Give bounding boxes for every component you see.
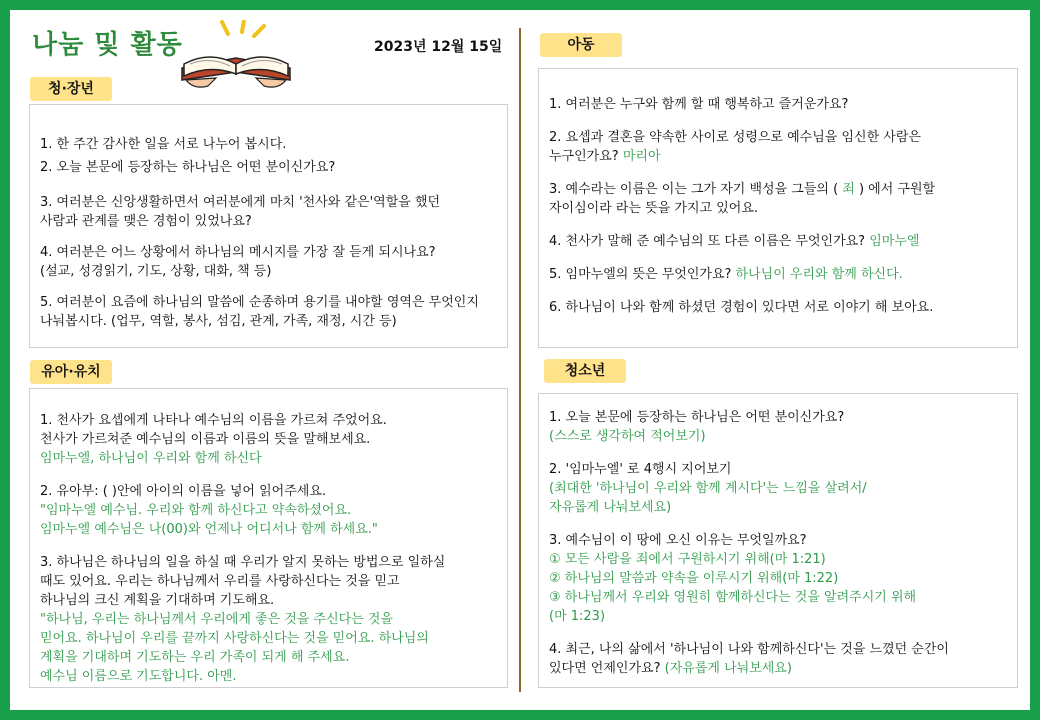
question-text: 4. 천사가 말해 준 예수님의 또 다른 이름은 무엇인가요? [549,234,866,249]
question-item [549,265,1011,284]
question-item: 사람과 관계를 맺은 경험이 있었나요? [40,214,252,229]
column-divider [519,28,521,692]
question-text: 3. 예수라는 이름은 이는 그가 자기 백성을 그들의 ( [549,182,839,197]
question-item: 2. 요셉과 결혼을 약속한 사이로 성령으로 예수님을 임신한 사람은 [549,130,921,145]
answer-text: (마 1:23) [549,609,606,624]
answer-text: 예수님 이름으로 기도합니다. 아멘. [40,669,237,684]
question-item: 5. 여러분이 요즘에 하나님의 말씀에 순종하며 용기를 내야할 영역은 무엇인지 [40,295,479,310]
question-item: 2. '임마누엘' 로 4행시 지어보기 [549,462,732,477]
answer-text: "하나님, 우리는 하나님께서 우리에게 좋은 것을 주신다는 것을 [40,612,393,627]
section-tag-teens: 청소년 [544,359,626,383]
question-item: 4. 여러분은 어느 상황에서 하나님의 메시지를 가장 잘 듣게 되시나요? [40,245,436,260]
answer-text: 임마누엘 예수님은 나(00)와 언제나 어디서나 함께 하세요." [40,522,378,537]
date-label: 2023년 12월 15일 [374,39,503,55]
answer-text: 마리아 [622,149,661,164]
answer-text: 자유롭게 나눠보세요) [549,500,672,515]
section-box-children [538,68,1018,348]
answer-text: ② 하나님의 말씀과 약속을 이루시기 위해(마 1:22) [549,571,839,586]
question-item: 3. 예수님이 이 땅에 오신 이유는 무엇일까요? [549,533,807,548]
question-item: 1. 여러분은 누구와 함께 할 때 행복하고 즐거운가요? [549,97,849,112]
question-item: 3. 하나님은 하나님의 일을 하실 때 우리가 알지 못하는 방법으로 일하실 [40,555,446,570]
answer-text: 임마누엘 [869,234,920,249]
page-title: 나눔 및 활동 [32,30,183,60]
question-text: 있다면 언제인가요? [549,661,661,676]
section-box-teens [538,393,1018,688]
answer-text: (스스로 생각하여 적어보기) [549,429,706,444]
question-item: 1. 한 주간 감사한 일을 서로 나누어 봅시다. [40,137,287,152]
answer-text: "임마누엘 예수님. 우리와 함께 하신다고 약속하셨어요. [40,503,352,518]
answer-text: ③ 하나님께서 우리와 영원히 함께하신다는 것을 알려주시기 위해 [549,590,917,605]
question-text: 5. 임마누엘의 뜻은 무엇인가요? [549,267,732,282]
question-item [549,232,1011,251]
question-item [549,180,1011,199]
section-tag-toddlers: 유아·유치 [30,360,112,384]
question-item: 4. 최근, 나의 삶에서 '하나님이 나와 함께하신다'는 것을 느꼈던 순간이 [549,642,949,657]
section-tag-adults: 청·장년 [30,77,112,101]
section-tag-children: 아동 [540,33,622,57]
section-box-adults [29,104,508,348]
question-item: 때도 있어요. 우리는 하나님께서 우리를 사랑하신다는 것을 믿고 [40,574,400,589]
open-book-icon [176,20,296,98]
answer-text: (최대한 '하나님이 우리와 함께 계시다'는 느낌을 살려서/ [549,481,867,496]
question-item: 3. 여러분은 신앙생활하면서 여러분에게 마치 '천사와 같은'역할을 했던 [40,195,441,210]
question-text: 누구인가요? [549,149,619,164]
answer-text: (자유롭게 나눠보세요) [664,661,792,676]
question-item: (설교, 성경읽기, 기도, 상황, 대화, 책 등) [40,264,272,279]
question-item [549,147,1011,166]
answer-text: 믿어요. 하나님이 우리를 끝까지 사랑하신다는 것을 믿어요. 하나님의 [40,631,429,646]
answer-text: 임마누엘, 하나님이 우리와 함께 하신다 [40,451,262,466]
question-item: 천사가 가르쳐준 예수님의 이름과 이름의 뜻을 말해보세요. [40,432,371,447]
question-item: 2. 오늘 본문에 등장하는 하나님은 어떤 분이신가요? [40,160,336,175]
question-item: 6. 하나님이 나와 함께 하셨던 경험이 있다면 서로 이야기 해 보아요. [549,300,934,315]
answer-text: 하나님이 우리와 함께 하신다. [735,267,903,282]
question-item [549,659,1011,678]
question-item: 하나님의 크신 계획을 기대하며 기도해요. [40,593,275,608]
question-item: 자이심이라 라는 뜻을 가지고 있어요. [549,201,759,216]
question-item: 1. 천사가 요셉에게 나타나 예수님의 이름을 가르쳐 주었어요. [40,413,387,428]
question-item: 1. 오늘 본문에 등장하는 하나님은 어떤 분이신가요? [549,410,845,425]
answer-blank: 죄 [842,182,855,197]
section-box-toddlers [29,388,508,688]
answer-text: 계획을 기대하며 기도하는 우리 가족이 되게 해 주세요. [40,650,350,665]
question-text: ) 에서 구원할 [854,182,936,197]
answer-text: ① 모든 사람을 죄에서 구원하시기 위해(마 1:21) [549,552,826,567]
question-item: 나눠봅시다. (업무, 역할, 봉사, 섬김, 관계, 가족, 재정, 시간 등) [40,314,397,329]
worksheet-page [10,10,1030,710]
question-item: 2. 유아부: ( )안에 아이의 이름을 넣어 읽어주세요. [40,484,327,499]
